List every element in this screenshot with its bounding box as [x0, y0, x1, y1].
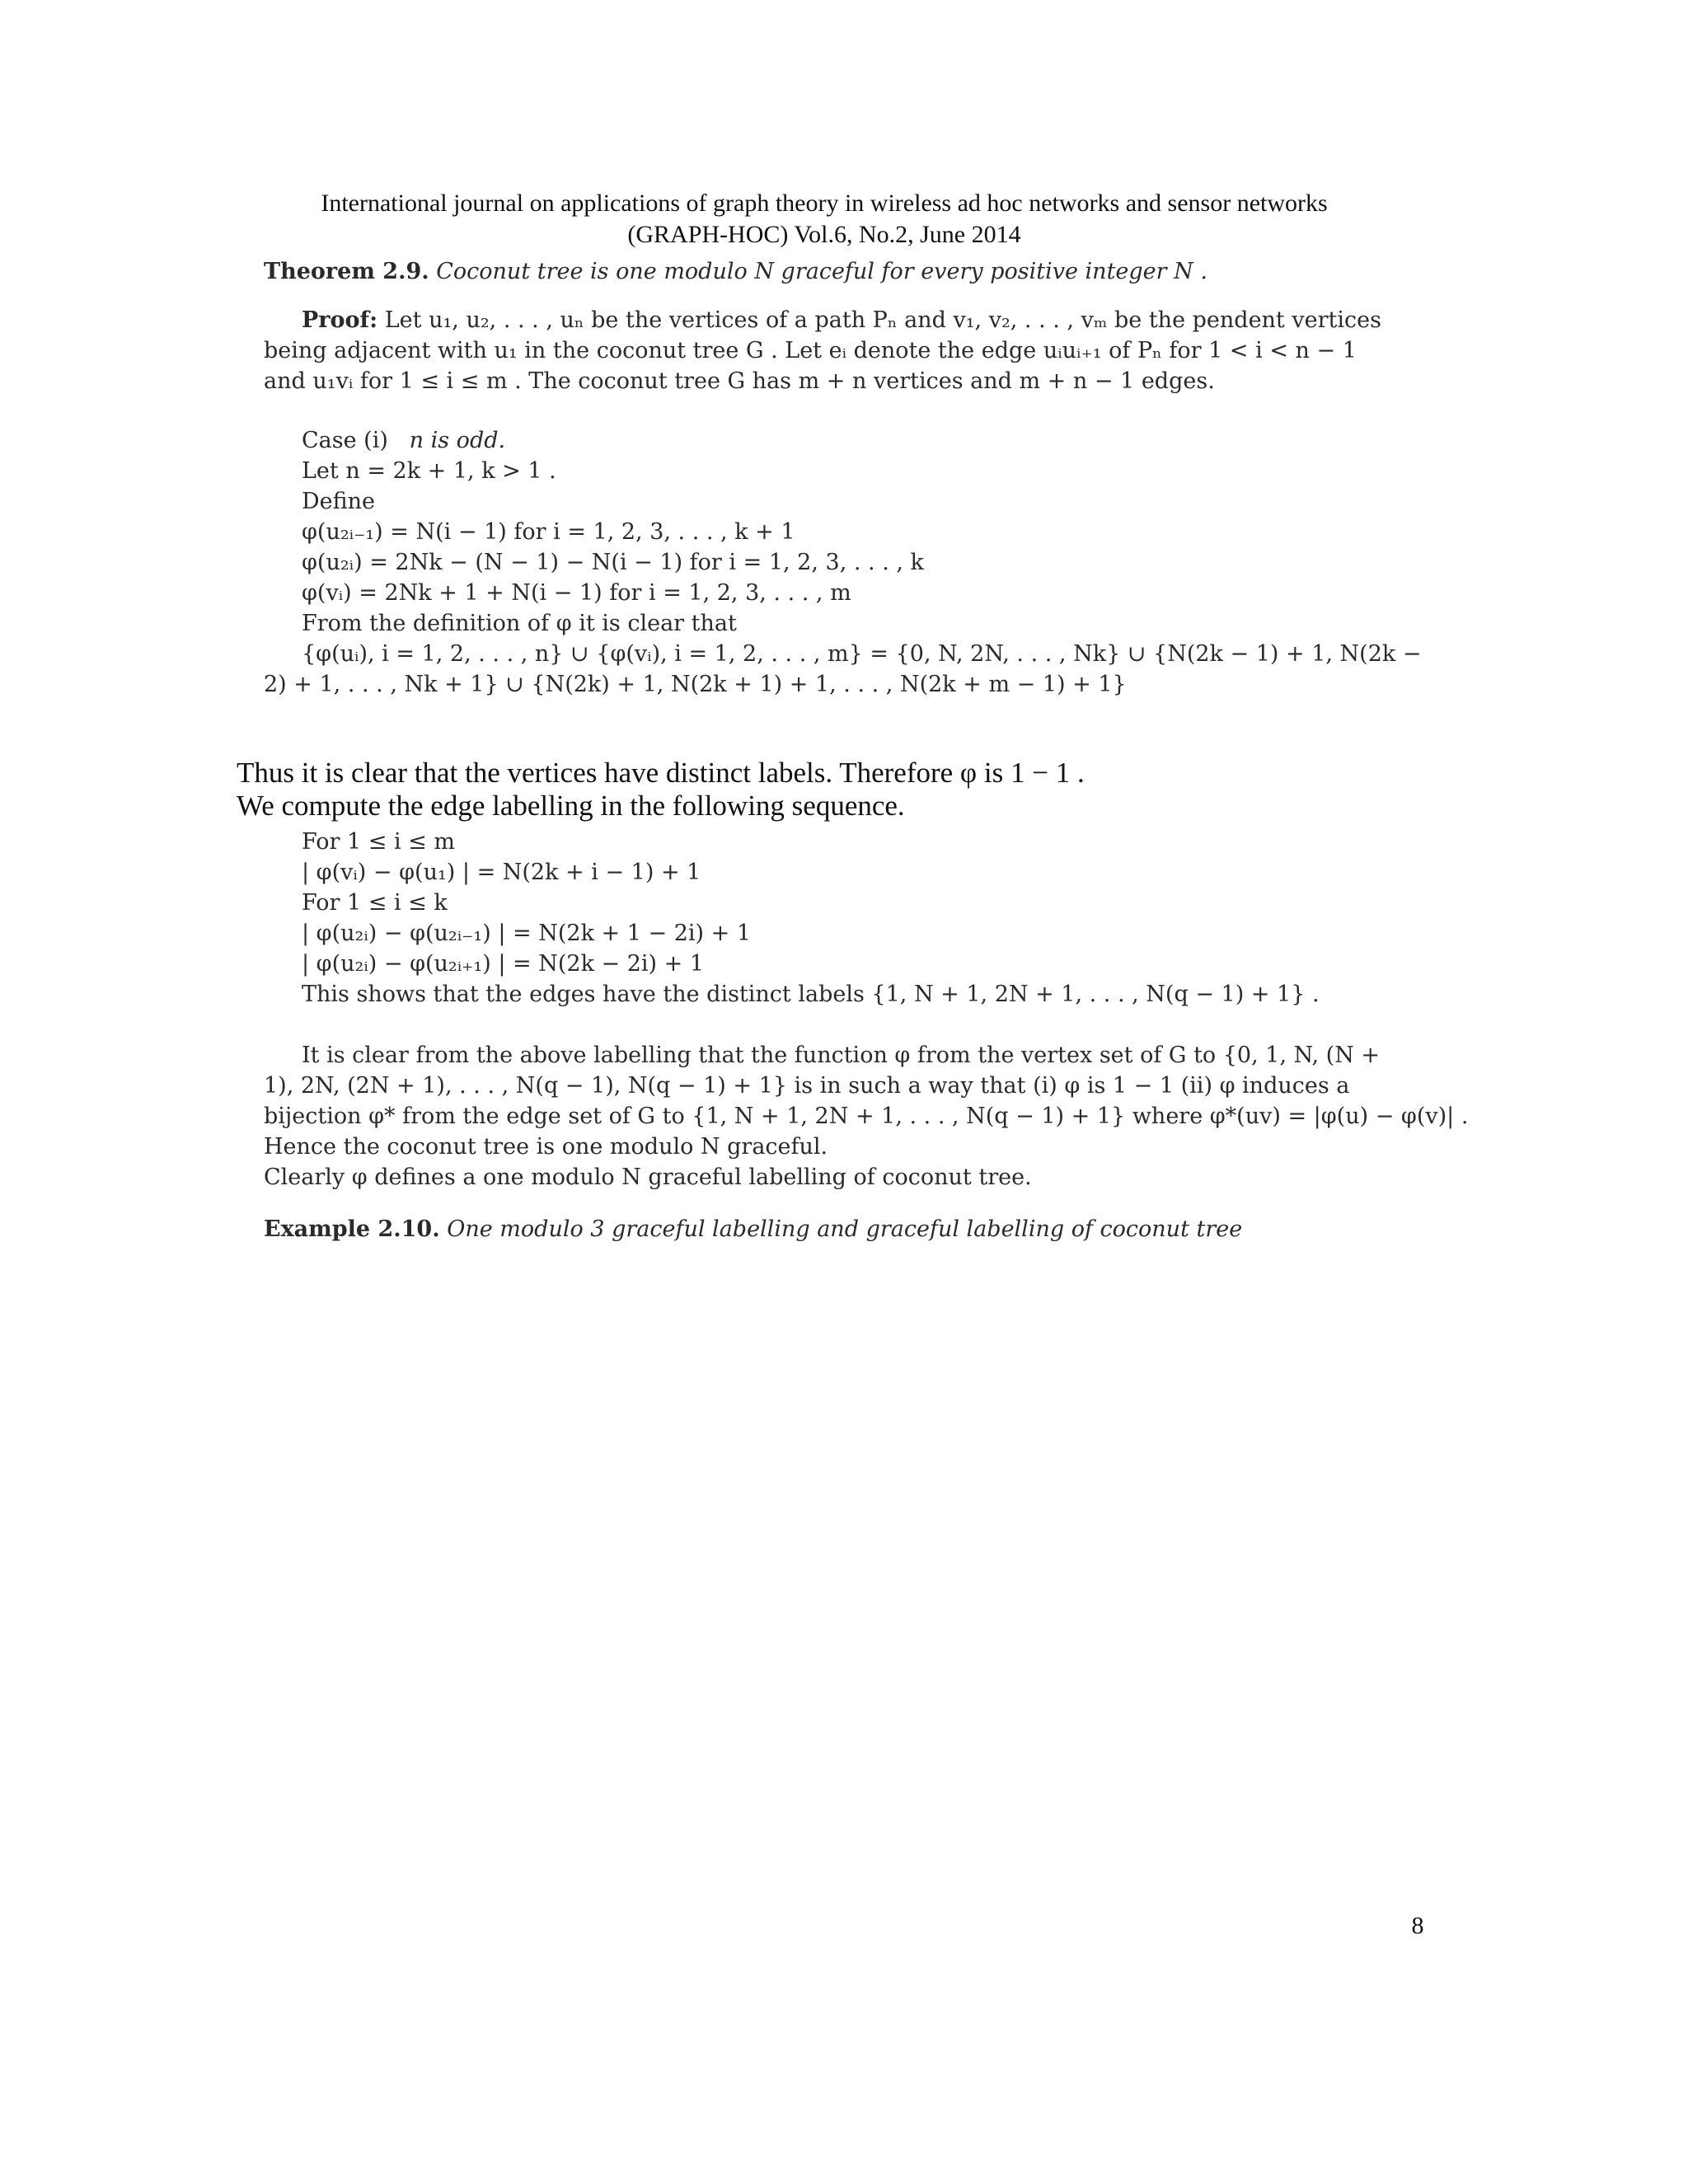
proof-line-1: Let u₁, u₂, . . . , uₙ be the vertices of a path Pₙ and v₁, v₂, . . . , vₘ be the pendent vertices	[384, 307, 1381, 333]
theorem-label: Theorem 2.9.	[264, 259, 429, 284]
example-2-10	[264, 1214, 1242, 1244]
edge-range-k: For 1 ≤ i ≤ k	[302, 890, 448, 916]
conclusion-line-3: bijection φ* from the edge set of G to {1, N + 1, 2N + 1, . . . , N(q − 1) + 1} where φ*(uv) = |φ(u) − φ(v)| .	[264, 1104, 1469, 1129]
case-label: Case (i)	[302, 428, 388, 453]
distinct-labels-sentence: Thus it is clear that the vertices have distinct labels. Therefore φ is 1 − 1 .	[237, 757, 1085, 789]
theorem-statement: Coconut tree is one modulo N graceful for every positive integer N .	[436, 259, 1207, 284]
definition-odd-vertices: φ(u₂ᵢ₋₁) = N(i − 1) for i = 1, 2, 3, . . . , k + 1	[302, 519, 795, 545]
vertex-label-set-line-2: 2) + 1, . . . , Nk + 1} ∪ {N(2k) + 1, N(2k + 1) + 1, . . . , N(2k + m − 1) + 1}	[264, 672, 1127, 697]
edge-equation-path-even: | φ(u₂ᵢ) − φ(u₂ᵢ₊₁) | = N(2k − 2i) + 1	[302, 951, 705, 977]
example-label: Example 2.10.	[264, 1216, 440, 1242]
example-text: One modulo 3 graceful labelling and graceful labelling of coconut tree	[447, 1216, 1243, 1242]
edge-range-m: For 1 ≤ i ≤ m	[302, 829, 455, 855]
case-let: Let n = 2k + 1, k > 1 .	[302, 458, 556, 484]
case-define: Define	[302, 489, 376, 514]
journal-title: International journal on applications of graph theory in wireless ad hoc networks and sensor networks	[321, 190, 1328, 217]
edge-distinct-labels: This shows that the edges have the distinct labels {1, N + 1, 2N + 1, . . . , N(q − 1) + 1} .	[302, 982, 1320, 1007]
definition-pendent-vertices: φ(vᵢ) = 2Nk + 1 + N(i − 1) for i = 1, 2, 3, . . . , m	[302, 580, 851, 606]
edge-equation-pendent: | φ(vᵢ) − φ(u₁) | = N(2k + i − 1) + 1	[302, 860, 701, 885]
theorem-2-9	[264, 256, 1207, 287]
conclusion-line-1: It is clear from the above labelling that the function φ from the vertex set of G to {0, 1, N, (N +	[302, 1043, 1381, 1068]
conclusion-paragraph	[264, 1040, 1468, 1193]
proof-label: Proof:	[302, 307, 378, 333]
edge-labelling-intro: We compute the edge labelling in the following sequence.	[237, 790, 905, 822]
journal-volume: (GRAPH-HOC) Vol.6, No.2, June 2014	[627, 221, 1021, 248]
case-heading	[302, 425, 505, 456]
case-condition: n is odd.	[409, 428, 506, 453]
conclusion-line-4: Hence the coconut tree is one modulo N graceful.	[264, 1134, 828, 1160]
vertex-label-set-line-1: {φ(uᵢ), i = 1, 2, . . . , n} ∪ {φ(vᵢ), i = 1, 2, . . . , m} = {0, N, 2N, . . . , Nk} ∪ {N(2k − 1) + 1, N(2k −	[302, 641, 1422, 667]
conclusion-line-2: 1), 2N, (2N + 1), . . . , N(q − 1), N(q − 1) + 1} is in such a way that (i) φ is 1 − 1 (ii) φ induces a	[264, 1073, 1350, 1099]
definition-even-vertices: φ(u₂ᵢ) = 2Nk − (N − 1) − N(i − 1) for i = 1, 2, 3, . . . , k	[302, 550, 924, 575]
journal-header	[247, 188, 1401, 251]
proof-line-3: and u₁vᵢ for 1 ≤ i ≤ m . The coconut tree G has m + n vertices and m + n − 1 edges.	[264, 368, 1215, 394]
conclusion-line-5: Clearly φ defines a one modulo N graceful labelling of coconut tree.	[264, 1165, 1032, 1190]
page-number: 8	[1411, 1912, 1424, 1939]
case-clear: From the definition of φ it is clear that	[302, 611, 737, 636]
edge-equation-path-odd: | φ(u₂ᵢ) − φ(u₂ᵢ₋₁) | = N(2k + 1 − 2i) + 1	[302, 921, 752, 946]
proof-line-2: being adjacent with u₁ in the coconut tree G . Let eᵢ denote the edge uᵢuᵢ₊₁ of Pₙ for 1 < i < n − 1	[264, 338, 1357, 363]
proof-paragraph	[264, 305, 1401, 396]
